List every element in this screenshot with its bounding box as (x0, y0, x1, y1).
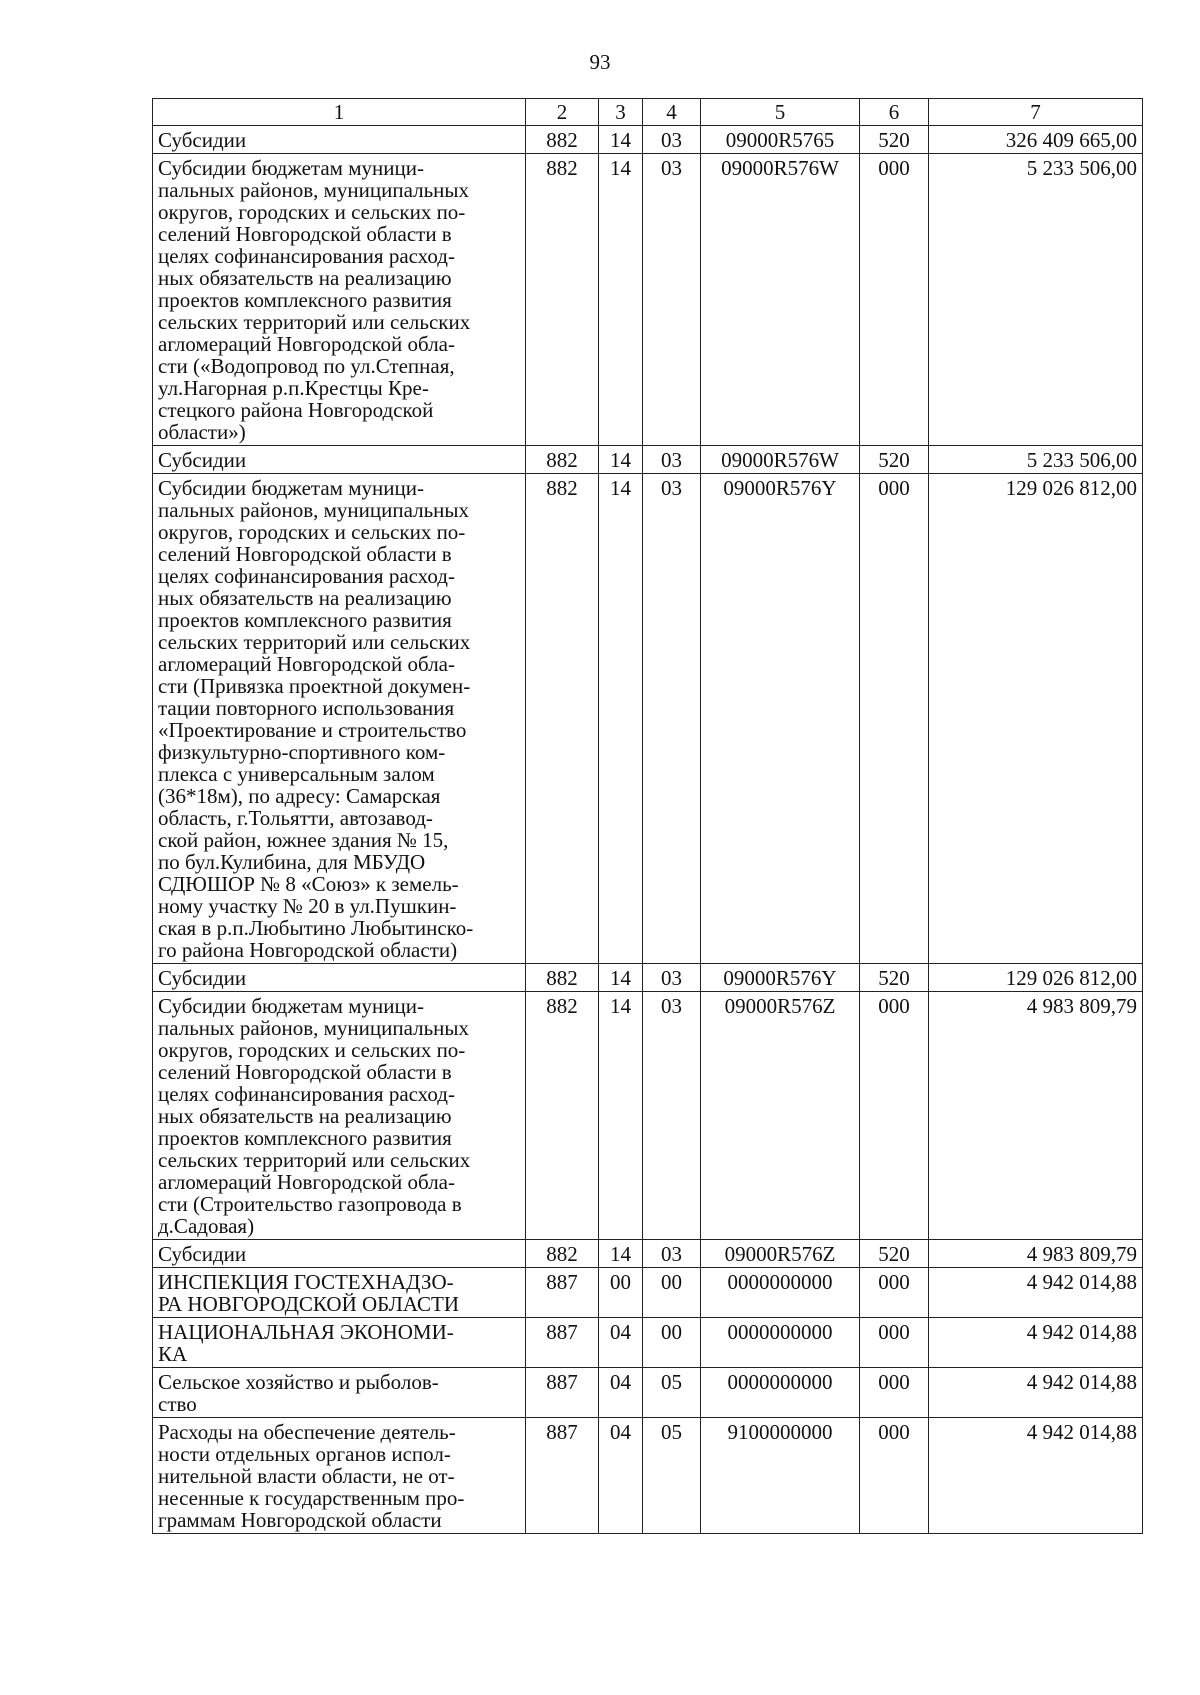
section-code: 14 (599, 126, 643, 154)
amount: 4 983 809,79 (929, 1240, 1143, 1268)
expense-type-code: 520 (860, 126, 929, 154)
amount: 129 026 812,00 (929, 474, 1143, 964)
column-header: 7 (929, 99, 1143, 126)
ministry-code: 882 (526, 154, 599, 446)
expense-name: ИНСПЕКЦИЯ ГОСТЕХНАДЗО- РА НОВГОРОДСКОЙ ОБЛАСТИ (153, 1268, 526, 1318)
subsection-code: 03 (643, 446, 701, 474)
amount: 4 942 014,88 (929, 1418, 1143, 1534)
ministry-code: 882 (526, 446, 599, 474)
expense-name: НАЦИОНАЛЬНАЯ ЭКОНОМИ- КА (153, 1318, 526, 1368)
table-row (153, 126, 1143, 154)
subsection-code: 05 (643, 1368, 701, 1418)
ministry-code: 882 (526, 992, 599, 1240)
ministry-code: 887 (526, 1318, 599, 1368)
expense-type-code: 000 (860, 1368, 929, 1418)
subsection-code: 03 (643, 964, 701, 992)
table-row (153, 1418, 1143, 1534)
section-code: 14 (599, 964, 643, 992)
header-row (153, 99, 1143, 126)
expense-type-code: 520 (860, 1240, 929, 1268)
expense-type-code: 000 (860, 154, 929, 446)
ministry-code: 882 (526, 1240, 599, 1268)
target-article-code: 09000R576Y (701, 474, 860, 964)
amount: 4 942 014,88 (929, 1368, 1143, 1418)
column-header: 5 (701, 99, 860, 126)
column-header: 3 (599, 99, 643, 126)
target-article-code: 9100000000 (701, 1418, 860, 1534)
table-row (153, 1318, 1143, 1368)
budget-table (152, 98, 1143, 1534)
table-row (153, 964, 1143, 992)
subsection-code: 03 (643, 992, 701, 1240)
section-code: 14 (599, 1240, 643, 1268)
table-row (153, 992, 1143, 1240)
expense-type-code: 000 (860, 1418, 929, 1534)
subsection-code: 00 (643, 1318, 701, 1368)
target-article-code: 09000R576Y (701, 964, 860, 992)
table-row (153, 1240, 1143, 1268)
amount: 5 233 506,00 (929, 154, 1143, 446)
subsection-code: 03 (643, 154, 701, 446)
expense-name: Субсидии бюджетам муници- пальных районов, муниципальных округов, городских и сельских по- селений Новгородской области в целях софинансирования расход- ных обязательств на реализацию проектов комплексного развития сельских территорий или сельских агломераций Новгородской обла- сти («Водопровод по ул.Степная, ул.Нагорная р.п.Крестцы Кре- стецкого района Новгородской области») (153, 154, 526, 446)
table-row (153, 474, 1143, 964)
table-row (153, 1268, 1143, 1318)
table-row (153, 154, 1143, 446)
amount: 4 983 809,79 (929, 992, 1143, 1240)
section-code: 14 (599, 992, 643, 1240)
expense-type-code: 000 (860, 1318, 929, 1368)
amount: 4 942 014,88 (929, 1268, 1143, 1318)
expense-type-code: 520 (860, 446, 929, 474)
subsection-code: 03 (643, 1240, 701, 1268)
ministry-code: 887 (526, 1418, 599, 1534)
target-article-code: 0000000000 (701, 1318, 860, 1368)
section-code: 14 (599, 446, 643, 474)
amount: 4 942 014,88 (929, 1318, 1143, 1368)
section-code: 04 (599, 1318, 643, 1368)
amount: 326 409 665,00 (929, 126, 1143, 154)
expense-type-code: 520 (860, 964, 929, 992)
column-header: 6 (860, 99, 929, 126)
table-row (153, 446, 1143, 474)
section-code: 00 (599, 1268, 643, 1318)
subsection-code: 05 (643, 1418, 701, 1534)
column-header: 4 (643, 99, 701, 126)
subsection-code: 00 (643, 1268, 701, 1318)
expense-name: Субсидии (153, 446, 526, 474)
section-code: 04 (599, 1368, 643, 1418)
subsection-code: 03 (643, 126, 701, 154)
expense-name: Субсидии (153, 126, 526, 154)
column-header: 2 (526, 99, 599, 126)
amount: 5 233 506,00 (929, 446, 1143, 474)
expense-name: Субсидии (153, 964, 526, 992)
ministry-code: 887 (526, 1268, 599, 1318)
subsection-code: 03 (643, 474, 701, 964)
target-article-code: 09000R576W (701, 446, 860, 474)
target-article-code: 09000R576Z (701, 992, 860, 1240)
table-row (153, 1368, 1143, 1418)
expense-type-code: 000 (860, 992, 929, 1240)
ministry-code: 882 (526, 474, 599, 964)
amount: 129 026 812,00 (929, 964, 1143, 992)
expense-name: Сельское хозяйство и рыболов- ство (153, 1368, 526, 1418)
section-code: 04 (599, 1418, 643, 1534)
ministry-code: 887 (526, 1368, 599, 1418)
column-header: 1 (153, 99, 526, 126)
target-article-code: 09000R576Z (701, 1240, 860, 1268)
expense-name: Расходы на обеспечение деятель- ности отдельных органов испол- нительной власти области, не от- несенные к государственным про- граммам Новгородской области (153, 1418, 526, 1534)
page-number: 93 (589, 50, 611, 74)
target-article-code: 09000R576W (701, 154, 860, 446)
target-article-code: 0000000000 (701, 1368, 860, 1418)
expense-name: Субсидии бюджетам муници- пальных районов, муниципальных округов, городских и сельских по- селений Новгородской области в целях софинансирования расход- ных обязательств на реализацию проектов комплексного развития сельских территорий или сельских агломераций Новгородской обла- сти (Привязка проектной докумен- тации повторного использования «Проектирование и строительство физкультурно-спортивного ком- плекса с универсальным залом (36*18м), по адресу: Самарская область, г.Тольятти, автозавод- ской район, южнее здания № 15, по бул.Кулибина, для МБУДО СДЮШОР № 8 «Союз» к земель- ному участку № 20 в ул.Пушкин- ская в р.п.Любытино Любытинско- го района Новгородской области) (153, 474, 526, 964)
expense-name: Субсидии бюджетам муници- пальных районов, муниципальных округов, городских и сельских по- селений Новгородской области в целях софинансирования расход- ных обязательств на реализацию проектов комплексного развития сельских территорий или сельских агломераций Новгородской обла- сти (Строительство газопровода в д.Садовая) (153, 992, 526, 1240)
ministry-code: 882 (526, 964, 599, 992)
target-article-code: 09000R5765 (701, 126, 860, 154)
expense-name: Субсидии (153, 1240, 526, 1268)
section-code: 14 (599, 154, 643, 446)
ministry-code: 882 (526, 126, 599, 154)
expense-type-code: 000 (860, 474, 929, 964)
section-code: 14 (599, 474, 643, 964)
target-article-code: 0000000000 (701, 1268, 860, 1318)
expense-type-code: 000 (860, 1268, 929, 1318)
